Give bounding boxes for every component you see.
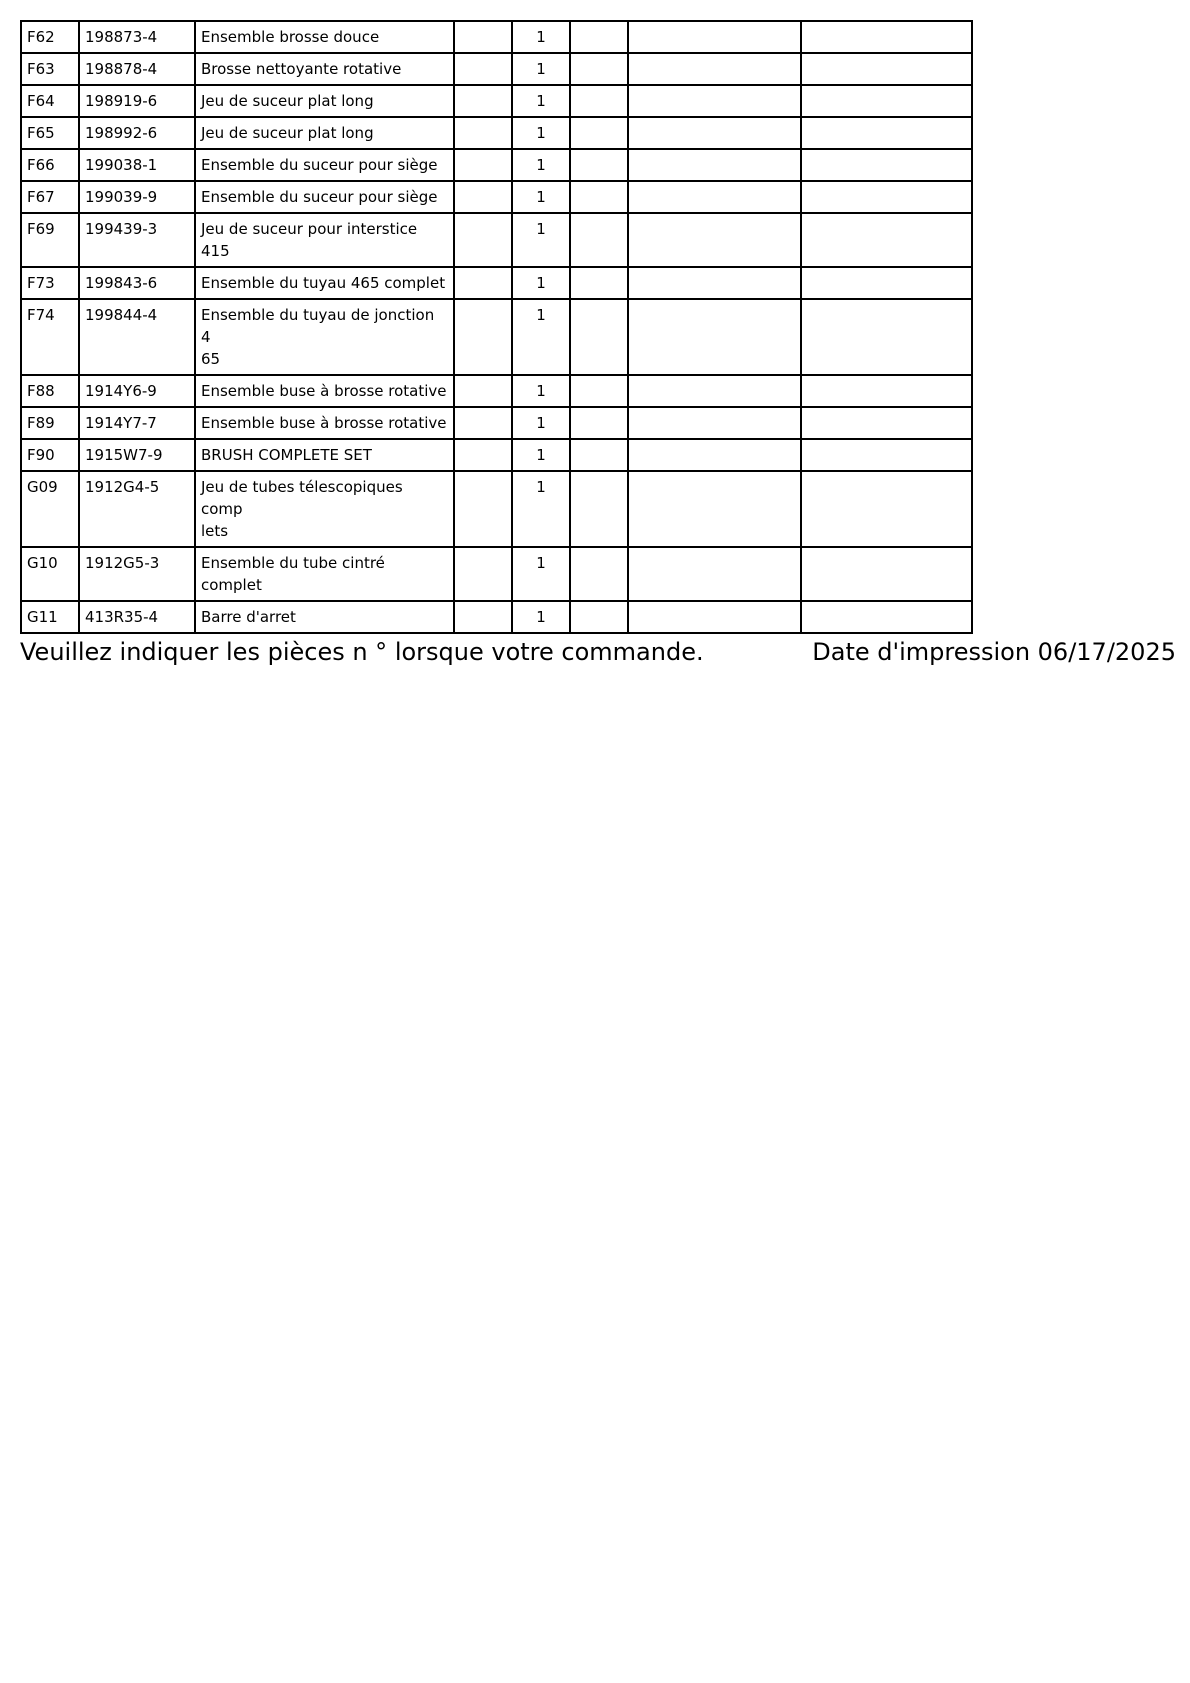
ref-cell: G11 <box>21 601 79 633</box>
blank-cell <box>628 149 801 181</box>
quantity-cell: 1 <box>512 117 570 149</box>
table-row <box>21 149 972 181</box>
blank-cell <box>570 149 628 181</box>
ref-cell: F73 <box>21 267 79 299</box>
quantity-cell: 1 <box>512 299 570 375</box>
blank-cell <box>570 117 628 149</box>
print-date: Date d'impression 06/17/2025 <box>812 638 1176 666</box>
ref-cell: F67 <box>21 181 79 213</box>
part-number-cell: 199439-3 <box>79 213 195 267</box>
quantity-cell: 1 <box>512 213 570 267</box>
part-number-cell: 1912G4-5 <box>79 471 195 547</box>
blank-cell <box>801 267 972 299</box>
quantity-cell: 1 <box>512 407 570 439</box>
description-cell: Ensemble du tuyau de jonction 4 65 <box>195 299 454 375</box>
blank-cell <box>570 213 628 267</box>
blank-cell <box>628 471 801 547</box>
blank-cell <box>454 601 512 633</box>
blank-cell <box>801 117 972 149</box>
quantity-cell: 1 <box>512 53 570 85</box>
part-number-cell: 199039-9 <box>79 181 195 213</box>
blank-cell <box>570 407 628 439</box>
description-cell: Jeu de tubes télescopiques comp lets <box>195 471 454 547</box>
part-number-cell: 199843-6 <box>79 267 195 299</box>
quantity-cell: 1 <box>512 601 570 633</box>
blank-cell <box>628 85 801 117</box>
part-number-cell: 198873-4 <box>79 21 195 53</box>
description-cell: Jeu de suceur pour interstice 415 <box>195 213 454 267</box>
blank-cell <box>628 181 801 213</box>
blank-cell <box>801 407 972 439</box>
blank-cell <box>454 471 512 547</box>
blank-cell <box>801 547 972 601</box>
quantity-cell: 1 <box>512 85 570 117</box>
ref-cell: F74 <box>21 299 79 375</box>
quantity-cell: 1 <box>512 471 570 547</box>
blank-cell <box>801 149 972 181</box>
blank-cell <box>801 53 972 85</box>
blank-cell <box>454 299 512 375</box>
table-row <box>21 117 972 149</box>
table-row <box>21 181 972 213</box>
blank-cell <box>454 439 512 471</box>
blank-cell <box>628 375 801 407</box>
blank-cell <box>454 53 512 85</box>
blank-cell <box>454 375 512 407</box>
blank-cell <box>570 267 628 299</box>
description-cell: Ensemble buse à brosse rotative <box>195 407 454 439</box>
quantity-cell: 1 <box>512 547 570 601</box>
blank-cell <box>628 407 801 439</box>
table-row <box>21 21 972 53</box>
ref-cell: F89 <box>21 407 79 439</box>
table-row <box>21 213 972 267</box>
part-number-cell: 1914Y6-9 <box>79 375 195 407</box>
part-number-cell: 1915W7-9 <box>79 439 195 471</box>
blank-cell <box>801 85 972 117</box>
quantity-cell: 1 <box>512 181 570 213</box>
table-row <box>21 601 972 633</box>
parts-table <box>20 20 973 634</box>
blank-cell <box>801 181 972 213</box>
table-row <box>21 439 972 471</box>
blank-cell <box>454 213 512 267</box>
blank-cell <box>454 181 512 213</box>
blank-cell <box>801 375 972 407</box>
parts-table-body <box>21 20 972 633</box>
blank-cell <box>801 471 972 547</box>
part-number-cell: 1914Y7-7 <box>79 407 195 439</box>
ref-cell: F63 <box>21 53 79 85</box>
description-cell: Jeu de suceur plat long <box>195 85 454 117</box>
blank-cell <box>801 439 972 471</box>
blank-cell <box>570 181 628 213</box>
blank-cell <box>628 439 801 471</box>
blank-cell <box>454 149 512 181</box>
quantity-cell: 1 <box>512 375 570 407</box>
blank-cell <box>570 471 628 547</box>
table-row <box>21 85 972 117</box>
blank-cell <box>570 375 628 407</box>
description-cell: Brosse nettoyante rotative <box>195 53 454 85</box>
order-note: Veuillez indiquer les pièces n ° lorsque votre commande. <box>20 638 704 666</box>
blank-cell <box>570 299 628 375</box>
part-number-cell: 198919-6 <box>79 85 195 117</box>
quantity-cell: 1 <box>512 439 570 471</box>
ref-cell: F69 <box>21 213 79 267</box>
blank-cell <box>570 85 628 117</box>
blank-cell <box>628 53 801 85</box>
description-cell: Ensemble du suceur pour siège <box>195 149 454 181</box>
blank-cell <box>628 21 801 53</box>
table-row <box>21 375 972 407</box>
quantity-cell: 1 <box>512 149 570 181</box>
part-number-cell: 199038-1 <box>79 149 195 181</box>
description-cell: Ensemble du tuyau 465 complet <box>195 267 454 299</box>
blank-cell <box>454 547 512 601</box>
blank-cell <box>570 601 628 633</box>
blank-cell <box>570 439 628 471</box>
blank-cell <box>454 267 512 299</box>
ref-cell: F66 <box>21 149 79 181</box>
blank-cell <box>454 85 512 117</box>
table-row <box>21 299 972 375</box>
description-cell: Ensemble du suceur pour siège <box>195 181 454 213</box>
part-number-cell: 198878-4 <box>79 53 195 85</box>
table-row <box>21 547 972 601</box>
part-number-cell: 1912G5-3 <box>79 547 195 601</box>
blank-cell <box>801 299 972 375</box>
ref-cell: F88 <box>21 375 79 407</box>
description-cell: Jeu de suceur plat long <box>195 117 454 149</box>
table-row <box>21 53 972 85</box>
blank-cell <box>628 299 801 375</box>
blank-cell <box>570 53 628 85</box>
ref-cell: F65 <box>21 117 79 149</box>
blank-cell <box>628 601 801 633</box>
ref-cell: F64 <box>21 85 79 117</box>
blank-cell <box>628 267 801 299</box>
page-footer <box>20 636 1176 668</box>
ref-cell: F62 <box>21 21 79 53</box>
table-row <box>21 471 972 547</box>
ref-cell: F90 <box>21 439 79 471</box>
ref-cell: G10 <box>21 547 79 601</box>
description-cell: Ensemble buse à brosse rotative <box>195 375 454 407</box>
description-cell: Barre d'arret <box>195 601 454 633</box>
parts-sheet <box>20 20 1176 668</box>
blank-cell <box>454 407 512 439</box>
blank-cell <box>628 213 801 267</box>
part-number-cell: 198992-6 <box>79 117 195 149</box>
quantity-cell: 1 <box>512 21 570 53</box>
part-number-cell: 199844-4 <box>79 299 195 375</box>
blank-cell <box>570 21 628 53</box>
blank-cell <box>570 547 628 601</box>
table-row <box>21 407 972 439</box>
blank-cell <box>454 117 512 149</box>
part-number-cell: 413R35-4 <box>79 601 195 633</box>
description-cell: Ensemble du tube cintré complet <box>195 547 454 601</box>
blank-cell <box>628 117 801 149</box>
description-cell: BRUSH COMPLETE SET <box>195 439 454 471</box>
ref-cell: G09 <box>21 471 79 547</box>
description-cell: Ensemble brosse douce <box>195 21 454 53</box>
blank-cell <box>628 547 801 601</box>
table-row <box>21 267 972 299</box>
quantity-cell: 1 <box>512 267 570 299</box>
blank-cell <box>801 213 972 267</box>
blank-cell <box>801 21 972 53</box>
blank-cell <box>801 601 972 633</box>
blank-cell <box>454 21 512 53</box>
